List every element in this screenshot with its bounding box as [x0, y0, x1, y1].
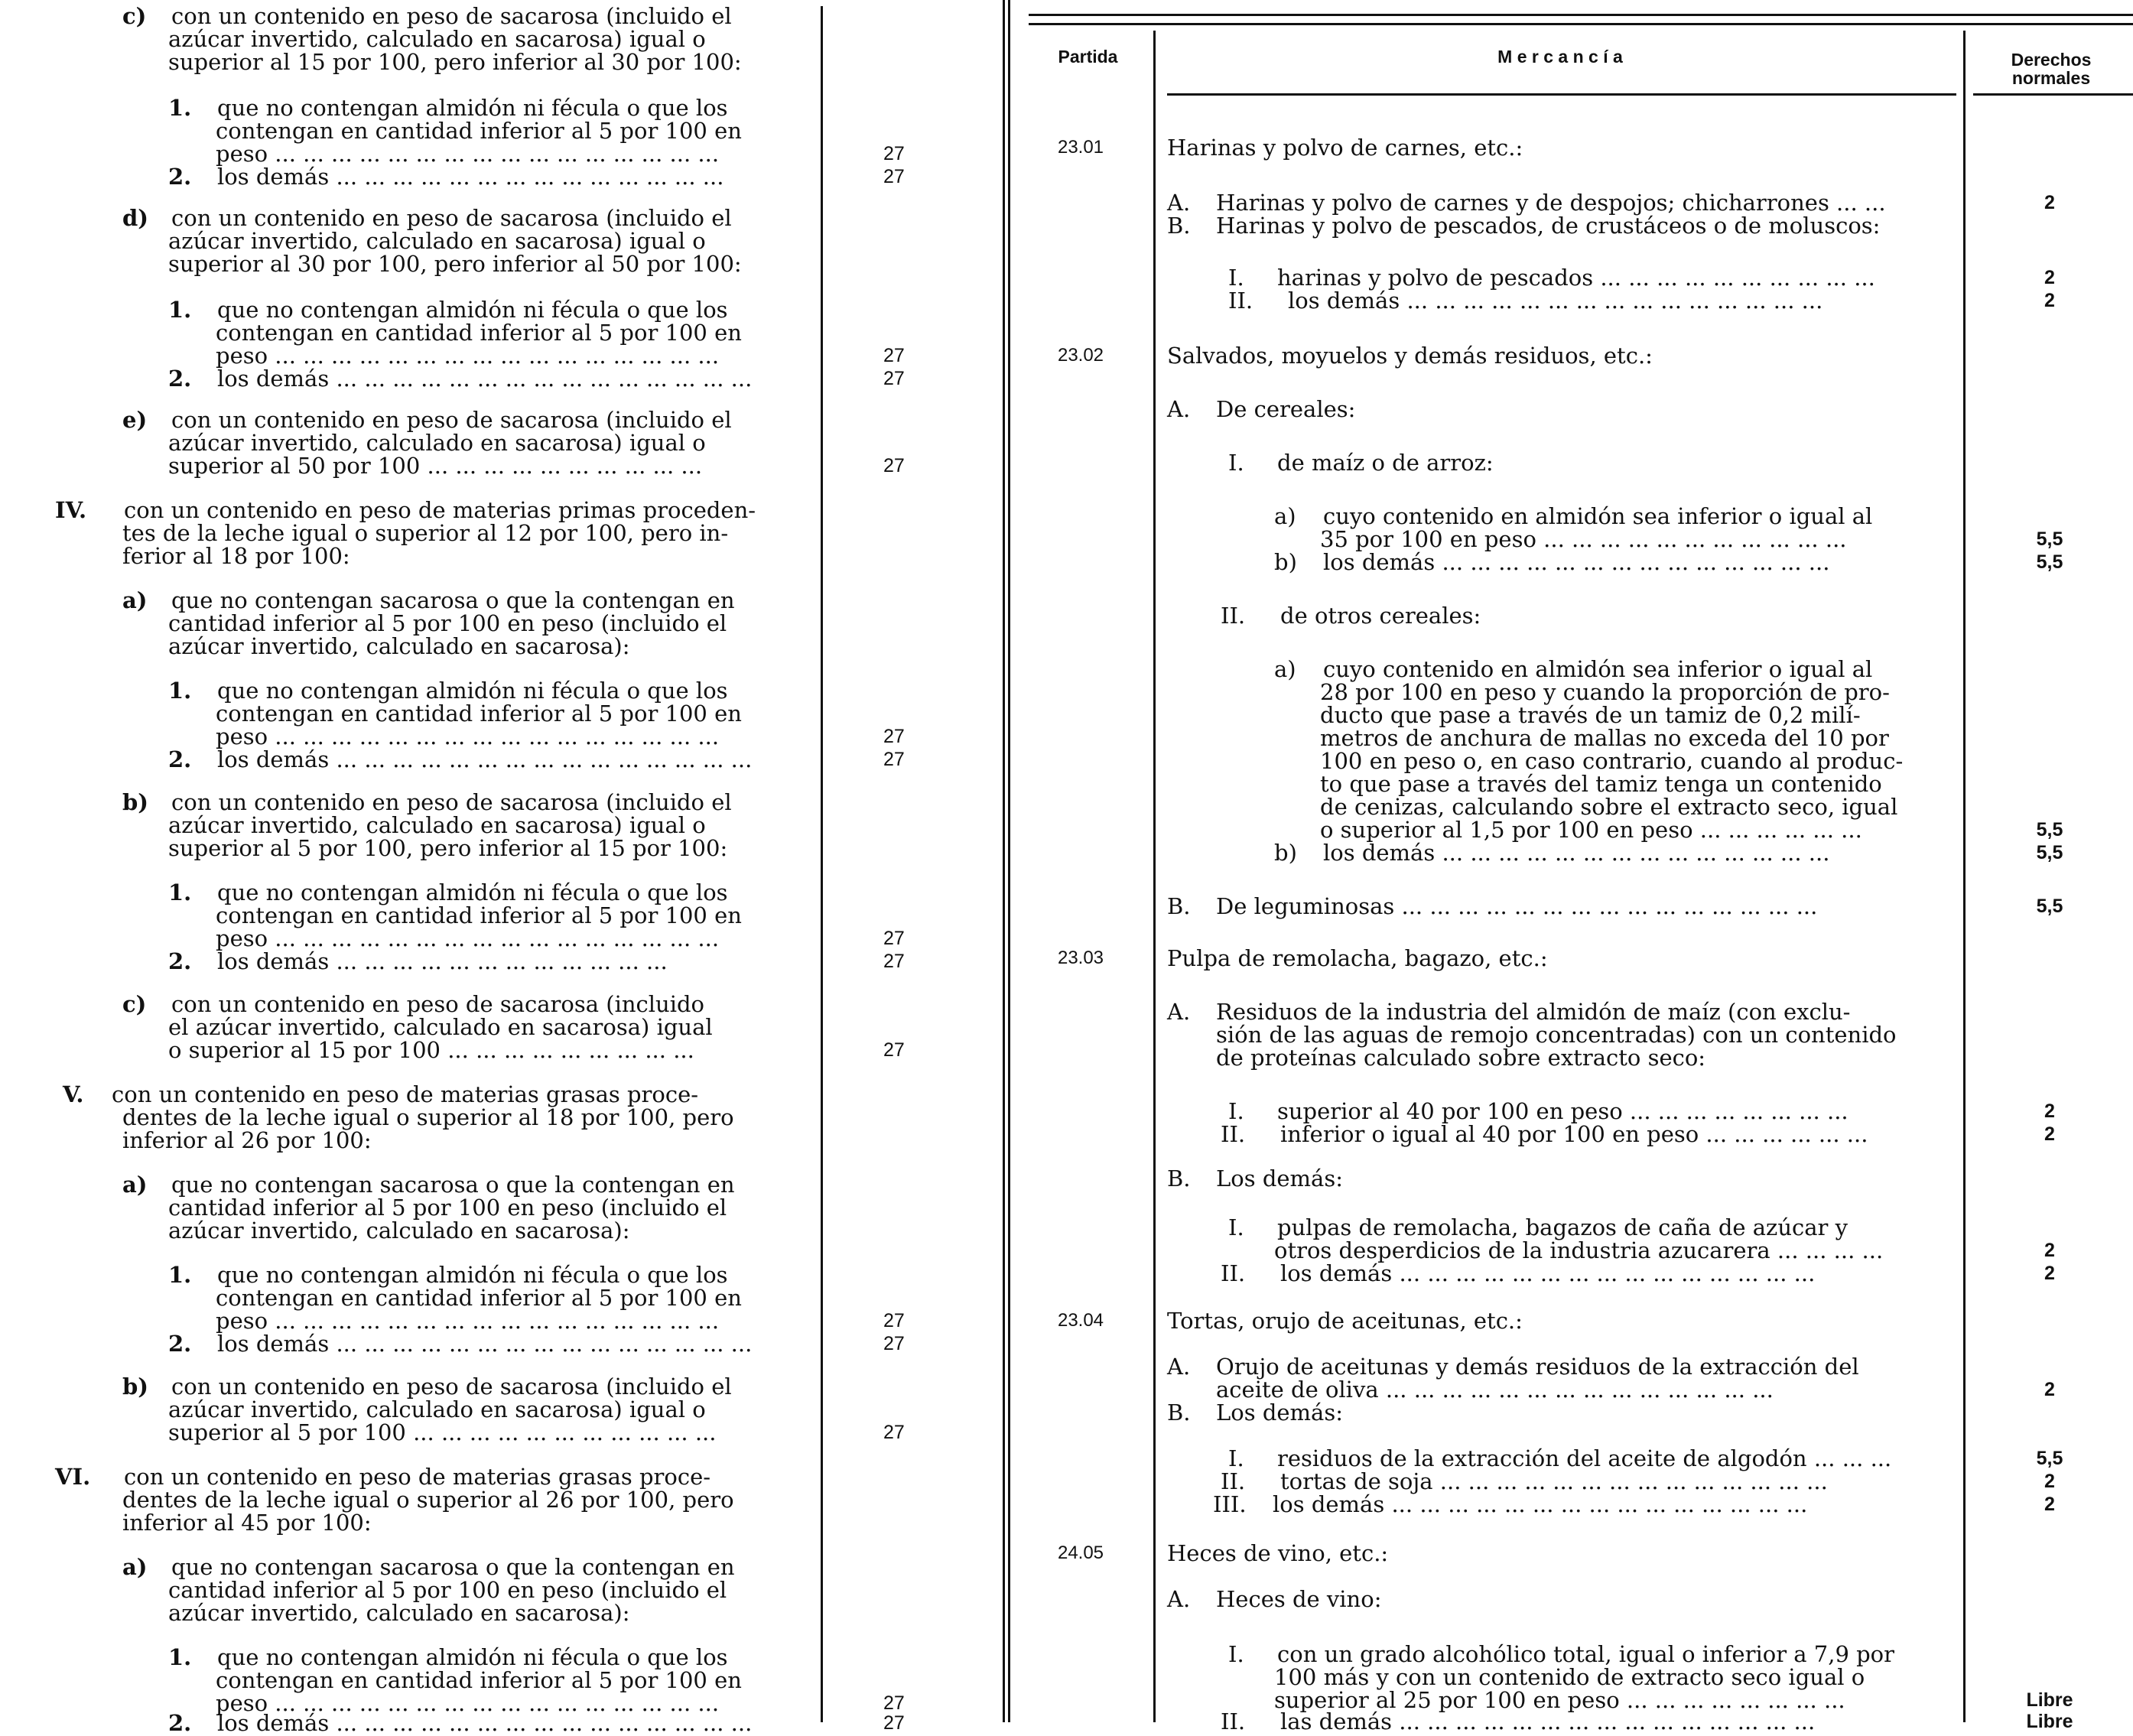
duty-value: 2 [2044, 1379, 2055, 1400]
item-text: pulpas de remolacha, bagazos de caña de azúcar y [1277, 1214, 1848, 1240]
item-text: con un contenido en peso de materias grasas proce- [112, 1081, 699, 1107]
item-label: I. [1228, 1098, 1244, 1124]
header-partida: Partida [1058, 47, 1118, 67]
item-text: contengan en cantidad inferior al 5 por 100 en [216, 320, 742, 346]
item-label: 1. [168, 879, 192, 905]
duty-value: 2 [2044, 192, 2055, 213]
item-text: los demás ... ... ... ... ... ... ... ... ... ... ... ... ... ... ... [217, 746, 753, 772]
item-text: con un grado alcohólico total, igual o inferior a 7,9 por [1277, 1641, 1895, 1667]
item-text: Harinas y polvo de carnes, etc.: [1167, 135, 1523, 161]
duty-value: 5,5 [2036, 1448, 2063, 1469]
item-text: Residuos de la industria del almidón de maíz (con exclu- [1216, 999, 1851, 1025]
item-label: 2. [168, 948, 192, 974]
duty-value: 5,5 [2036, 551, 2063, 573]
item-label: b) [122, 789, 148, 815]
item-text: los demás ... ... ... ... ... ... ... ... ... ... ... ... [217, 948, 668, 974]
item-text: con un contenido en peso de sacarosa (incluido el [171, 3, 732, 29]
item-label: II. [1228, 288, 1253, 314]
duty-value: 2 [2044, 1494, 2055, 1515]
item-text: Salvados, moyuelos y demás residuos, etc.: [1167, 343, 1653, 369]
duty-value: 2 [2044, 290, 2055, 311]
item-text: con un contenido en peso de materias primas proceden- [124, 497, 756, 523]
item-text: Pulpa de remolacha, bagazo, etc.: [1167, 945, 1548, 971]
item-text: de cenizas, calculando sobre el extracto seco, igual [1320, 794, 1898, 820]
item-text: o superior al 1,5 por 100 en peso ... ... ... ... ... ... [1320, 817, 1862, 843]
duty-value: 27 [883, 1692, 905, 1714]
duty-value: 2 [2044, 1123, 2055, 1145]
item-text: inferior al 26 por 100: [122, 1127, 372, 1153]
item-label: IV. [55, 497, 87, 523]
item-text: los demás ... ... ... ... ... ... ... ... ... ... ... ... ... ... ... [1273, 1491, 1808, 1517]
item-text: peso ... ... ... ... ... ... ... ... ... ... ... ... ... ... ... ... [216, 925, 720, 951]
item-text: que no contengan sacarosa o que la contengan en [171, 1172, 735, 1198]
item-text: metros de anchura de mallas no exceda del 10 por [1320, 725, 1889, 751]
item-text: con un contenido en peso de materias grasas proce- [124, 1464, 711, 1490]
partida-code: 24.05 [1057, 1543, 1104, 1563]
item-label: b) [122, 1374, 148, 1400]
item-text: las demás ... ... ... ... ... ... ... ... ... ... ... ... ... ... ... [1280, 1708, 1816, 1734]
item-text: superior al 25 por 100 en peso ... ... ... ... ... ... ... ... [1274, 1687, 1845, 1713]
item-text: 100 más y con un contenido de extracto seco igual o [1274, 1664, 1865, 1690]
item-label: B. [1167, 1400, 1191, 1426]
duty-value: 27 [883, 345, 905, 366]
item-label: 2. [168, 164, 192, 190]
item-text: con un contenido en peso de sacarosa (incluido el [171, 1374, 732, 1400]
item-label: 2. [168, 746, 192, 772]
item-text: cuyo contenido en almidón sea inferior o igual al [1323, 656, 1873, 682]
item-label: VI. [55, 1464, 91, 1490]
item-text: los demás ... ... ... ... ... ... ... ... ... ... ... ... ... ... [1323, 549, 1830, 575]
item-label: 1. [168, 678, 192, 704]
item-label: I. [1228, 1641, 1244, 1667]
item-text: to que pase a través del tamiz tenga un contenido [1320, 771, 1882, 797]
item-text: que no contengan almidón ni fécula o que los [217, 95, 728, 121]
item-text: superior al 30 por 100, pero inferior al 50 por 100: [168, 251, 742, 277]
item-text: harinas y polvo de pescados ... ... ... ... ... ... ... ... ... ... [1277, 265, 1875, 291]
item-text: azúcar invertido, calculado en sacarosa) igual o [168, 430, 706, 456]
item-text: los demás ... ... ... ... ... ... ... ... ... ... ... ... ... ... ... [217, 366, 753, 392]
duty-value: 27 [883, 726, 905, 747]
item-label: A. [1167, 1354, 1191, 1380]
item-text: azúcar invertido, calculado en sacarosa) igual o [168, 1396, 706, 1422]
item-text: aceite de oliva ... ... ... ... ... ... ... ... ... ... ... ... ... ... [1216, 1377, 1774, 1403]
item-text: contengan en cantidad inferior al 5 por 100 en [216, 1667, 742, 1693]
item-label: c) [122, 991, 147, 1017]
duty-value: 2 [2044, 267, 2055, 288]
item-text: superior al 40 por 100 en peso ... ... ... ... ... ... ... ... [1277, 1098, 1848, 1124]
item-text: azúcar invertido, calculado en sacarosa): [168, 1600, 630, 1626]
item-text: azúcar invertido, calculado en sacarosa): [168, 1217, 630, 1243]
item-text: dentes de la leche igual o superior al 18 por 100, pero [122, 1104, 734, 1130]
header-normales: normales [2011, 68, 2091, 88]
duty-value: Libre [2026, 1711, 2073, 1732]
partida-code: 23.01 [1057, 137, 1104, 158]
item-text: cantidad inferior al 5 por 100 en peso (incluido el [168, 610, 727, 636]
item-label: A. [1167, 190, 1191, 216]
item-label: 1. [168, 1644, 192, 1670]
item-text: los demás ... ... ... ... ... ... ... ... ... ... ... ... ... ... ... [217, 1331, 753, 1357]
item-text: que no contengan almidón ni fécula o que los [217, 1262, 728, 1288]
item-text: tortas de soja ... ... ... ... ... ... ... ... ... ... ... ... ... ... [1280, 1468, 1828, 1494]
item-text: los demás ... ... ... ... ... ... ... ... ... ... ... ... ... ... ... [1280, 1260, 1816, 1286]
item-label: a) [122, 587, 148, 613]
table-header-underline-derechos [1973, 93, 2133, 96]
item-text: ducto que pase a través de un tamiz de 0,2 milí- [1320, 702, 1861, 728]
item-label: I. [1228, 1445, 1244, 1471]
item-text: azúcar invertido, calculado en sacarosa): [168, 633, 630, 659]
item-label: B. [1167, 1165, 1191, 1191]
item-text: dentes de la leche igual o superior al 26 por 100, pero [122, 1487, 734, 1513]
partida-code: 23.02 [1057, 345, 1104, 366]
item-text: Orujo de aceitunas y demás residuos de la extracción del [1216, 1354, 1859, 1380]
item-text: cantidad inferior al 5 por 100 en peso (incluido el [168, 1577, 727, 1603]
item-text: De cereales: [1216, 396, 1356, 422]
duty-value: 2 [2044, 1100, 2055, 1122]
item-text: peso ... ... ... ... ... ... ... ... ... ... ... ... ... ... ... ... [216, 141, 720, 167]
item-text: que no contengan almidón ni fécula o que los [217, 297, 728, 323]
duty-value: 5,5 [2036, 819, 2063, 840]
item-label: 1. [168, 297, 192, 323]
table-col-rule-2 [1963, 31, 1966, 1722]
duty-value: 2 [2044, 1240, 2055, 1261]
item-label: II. [1221, 603, 1246, 629]
item-text: Harinas y polvo de pescados, de crustáceos o de moluscos: [1216, 213, 1881, 239]
table-top-rule-1 [1029, 14, 2133, 16]
duty-value: 27 [883, 455, 905, 476]
item-text: ferior al 18 por 100: [122, 543, 350, 569]
item-label: a) [122, 1172, 148, 1198]
duty-value: 27 [883, 928, 905, 949]
item-text: los demás ... ... ... ... ... ... ... ... ... ... ... ... ... ... [1323, 840, 1830, 866]
duty-value: 27 [883, 368, 905, 389]
item-text: superior al 50 por 100 ... ... ... ... ... ... ... ... ... ... [168, 453, 703, 479]
item-text: inferior al 45 por 100: [122, 1510, 372, 1536]
item-text: contengan en cantidad inferior al 5 por 100 en [216, 1285, 742, 1311]
item-label: B. [1167, 213, 1191, 239]
item-label: II. [1221, 1468, 1246, 1494]
item-text: Tortas, orujo de aceitunas, etc.: [1167, 1308, 1523, 1334]
table-top-rule-2 [1029, 23, 2133, 25]
item-text: 28 por 100 en peso y cuando la proporción de pro- [1320, 679, 1890, 705]
item-label: 2. [168, 1710, 192, 1736]
item-text: que no contengan sacarosa o que la contengan en [171, 587, 735, 613]
item-label: 1. [168, 1262, 192, 1288]
item-text: Los demás: [1216, 1165, 1343, 1191]
item-label: e) [122, 407, 148, 433]
item-text: que no contengan almidón ni fécula o que los [217, 879, 728, 905]
duty-value: 27 [883, 1333, 905, 1354]
duty-value: 5,5 [2036, 896, 2063, 917]
item-text: los demás ... ... ... ... ... ... ... ... ... ... ... ... ... ... ... [217, 1710, 753, 1736]
duty-value: 5,5 [2036, 528, 2063, 550]
item-text: inferior o igual al 40 por 100 en peso ... ... ... ... ... ... [1280, 1121, 1868, 1147]
item-label: V. [63, 1081, 84, 1107]
item-text: los demás ... ... ... ... ... ... ... ... ... ... ... ... ... ... [217, 164, 724, 190]
item-text: que no contengan sacarosa o que la contengan en [171, 1554, 735, 1580]
item-label: I. [1228, 450, 1244, 476]
item-text: peso ... ... ... ... ... ... ... ... ... ... ... ... ... ... ... ... [216, 723, 720, 749]
item-text: superior al 15 por 100, pero inferior al 30 por 100: [168, 49, 742, 75]
item-text: De leguminosas ... ... ... ... ... ... ... ... ... ... ... ... ... ... ... [1216, 893, 1818, 919]
item-text: contengan en cantidad inferior al 5 por 100 en [216, 902, 742, 928]
partida-code: 23.03 [1057, 948, 1104, 968]
item-label: 2. [168, 366, 192, 392]
item-text: residuos de la extracción del aceite de algodón ... ... ... [1277, 1445, 1892, 1471]
left-column-rule [821, 6, 823, 1722]
item-text: 35 por 100 en peso ... ... ... ... ... ... ... ... ... ... ... [1320, 526, 1847, 552]
item-text: cantidad inferior al 5 por 100 en peso (incluido el [168, 1195, 727, 1221]
item-text: peso ... ... ... ... ... ... ... ... ... ... ... ... ... ... ... ... [216, 343, 720, 369]
duty-value: 27 [883, 1422, 905, 1443]
item-label: A. [1167, 396, 1191, 422]
item-label: a) [1274, 503, 1296, 529]
item-label: I. [1228, 1214, 1244, 1240]
item-label: B. [1167, 893, 1191, 919]
item-text: sión de las aguas de remojo concentradas) con un contenido [1216, 1022, 1897, 1048]
duty-value: 27 [883, 1310, 905, 1331]
partida-code: 23.04 [1057, 1310, 1104, 1331]
duty-value: Libre [2026, 1689, 2073, 1711]
item-label: d) [122, 205, 148, 231]
item-label: b) [1274, 840, 1297, 866]
item-text: superior al 5 por 100, pero inferior al 15 por 100: [168, 835, 728, 861]
item-text: con un contenido en peso de sacarosa (incluido el [171, 205, 732, 231]
duty-value: 27 [883, 166, 905, 187]
item-text: con un contenido en peso de sacarosa (incluido el [171, 789, 732, 815]
duty-value: 27 [883, 1712, 905, 1734]
item-label: A. [1167, 999, 1191, 1025]
item-text: cuyo contenido en almidón sea inferior o igual al [1323, 503, 1873, 529]
item-label: II. [1221, 1260, 1246, 1286]
item-text: peso ... ... ... ... ... ... ... ... ... ... ... ... ... ... ... ... [216, 1308, 720, 1334]
item-text: azúcar invertido, calculado en sacarosa) igual o [168, 812, 706, 838]
table-col-rule-1 [1153, 31, 1156, 1722]
item-text: que no contengan almidón ni fécula o que los [217, 678, 728, 704]
header-derechos: Derechos [2011, 50, 2092, 70]
duty-value: 27 [883, 749, 905, 770]
duty-value: 2 [2044, 1471, 2055, 1492]
item-text: que no contengan almidón ni fécula o que los [217, 1644, 728, 1670]
item-text: Heces de vino: [1216, 1586, 1382, 1612]
item-label: I. [1228, 265, 1244, 291]
table-header-underline-mercancia [1167, 93, 1956, 96]
item-text: azúcar invertido, calculado en sacarosa) igual o [168, 228, 706, 254]
item-text: los demás ... ... ... ... ... ... ... ... ... ... ... ... ... ... ... [1288, 288, 1823, 314]
item-label: II. [1221, 1121, 1246, 1147]
item-text: o superior al 15 por 100 ... ... ... ... ... ... ... ... ... [168, 1037, 694, 1063]
duty-value: 27 [883, 1039, 905, 1061]
item-text: de proteínas calculado sobre extracto seco: [1216, 1045, 1706, 1071]
item-label: 2. [168, 1331, 192, 1357]
duty-value: 27 [883, 951, 905, 972]
item-text: peso ... ... ... ... ... ... ... ... ... ... ... ... ... ... ... ... [216, 1690, 720, 1716]
duty-value: 5,5 [2036, 842, 2063, 863]
item-label: a) [1274, 656, 1296, 682]
item-label: II. [1221, 1708, 1246, 1734]
item-text: superior al 5 por 100 ... ... ... ... ... ... ... ... ... ... ... [168, 1419, 717, 1445]
item-text: Harinas y polvo de carnes y de despojos; chicharrones ... ... [1216, 190, 1886, 216]
item-label: III. [1213, 1491, 1247, 1517]
center-gutter-rule-2 [1008, 0, 1010, 1722]
item-text: con un contenido en peso de sacarosa (incluido [171, 991, 705, 1017]
item-text: de maíz o de arroz: [1277, 450, 1494, 476]
center-gutter-rule-1 [1003, 0, 1005, 1722]
item-label: b) [1274, 549, 1297, 575]
item-label: 1. [168, 95, 192, 121]
duty-value: 27 [883, 143, 905, 164]
item-text: contengan en cantidad inferior al 5 por 100 en [216, 118, 742, 144]
item-label: A. [1167, 1586, 1191, 1612]
item-text: 100 en peso o, en caso contrario, cuando al produc- [1320, 748, 1904, 774]
item-label: a) [122, 1554, 148, 1580]
item-text: azúcar invertido, calculado en sacarosa) igual o [168, 26, 706, 52]
item-text: Los demás: [1216, 1400, 1343, 1426]
item-text: contengan en cantidad inferior al 5 por 100 en [216, 701, 742, 727]
duty-value: 2 [2044, 1263, 2055, 1284]
item-text: tes de la leche igual o superior al 12 por 100, pero in- [122, 520, 729, 546]
item-text: de otros cereales: [1280, 603, 1481, 629]
item-text: el azúcar invertido, calculado en sacarosa) igual [168, 1014, 713, 1040]
item-label: c) [122, 3, 147, 29]
item-text: con un contenido en peso de sacarosa (incluido el [171, 407, 732, 433]
item-text: Heces de vino, etc.: [1167, 1540, 1389, 1566]
header-mercancia: M e r c a n c í a [1497, 47, 1623, 67]
item-text: otros desperdicios de la industria azucarera ... ... ... ... [1274, 1237, 1884, 1263]
